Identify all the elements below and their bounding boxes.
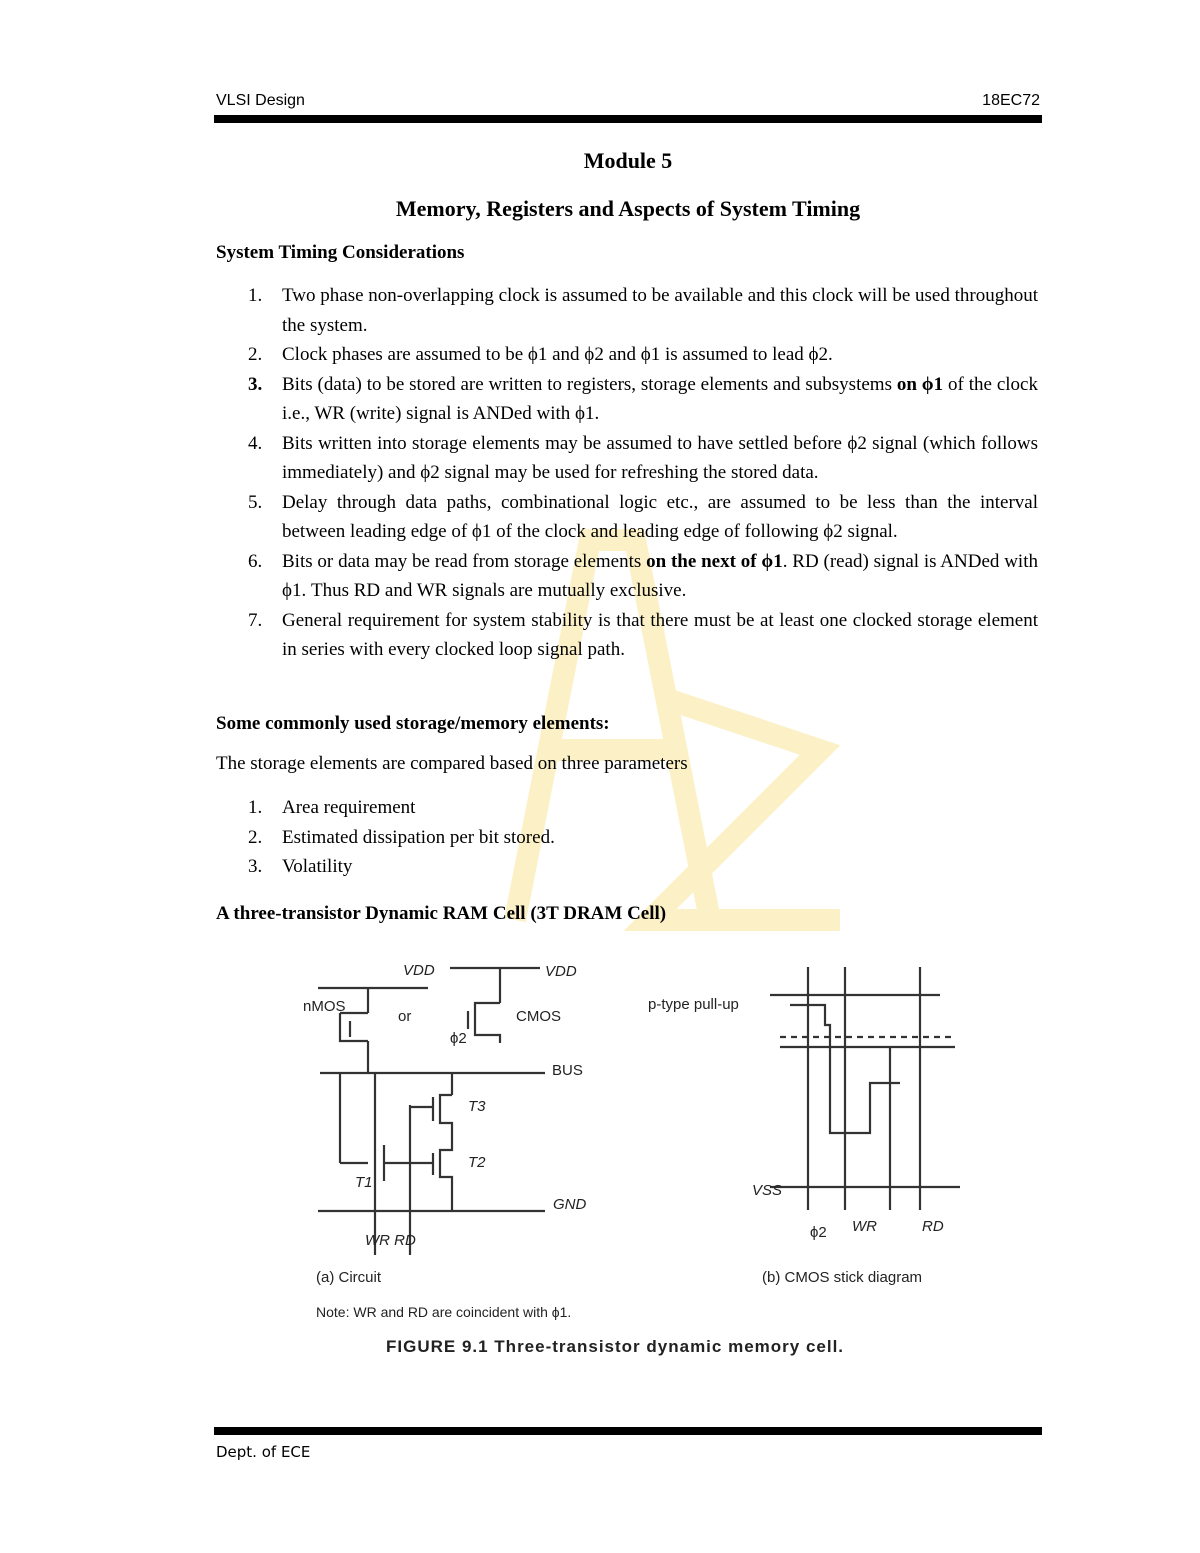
vss-label: VSS (752, 1182, 783, 1199)
ptype-label: p-type pull-up (648, 996, 739, 1013)
dram-cell-figure (300, 955, 960, 1365)
phi2-stick-label: ϕ2 (810, 1224, 827, 1241)
module-subtitle: Memory, Registers and Aspects of System Timing (395, 196, 861, 221)
wr-rd-label: WR RD (365, 1232, 416, 1249)
list-item: 6. Bits or data may be read from storage elements on the next of ϕ1. RD (read) signal is ANDed with ϕ1. Thus RD and WR signals are mutually exclusive. (248, 550, 1038, 601)
timing-list (216, 281, 1038, 665)
gnd-label: GND (553, 1196, 587, 1213)
section-heading-timing: System Timing Considerations (216, 242, 465, 263)
list-item: 7. General requirement for system stability is that there must be at least one clocked storage element in series with every clocked loop signal path. (248, 609, 1038, 660)
footer-dept: Dept. of ECE (216, 1443, 311, 1461)
storage-list (216, 793, 1038, 882)
list-item: 3. Bits (data) to be stored are written to registers, storage elements and subsystems on ϕ1 of the clock i.e., WR (write) signal is ANDed with ϕ1. (248, 373, 1038, 424)
header-course: VLSI Design (216, 92, 305, 109)
nmos-label: nMOS (303, 998, 346, 1015)
list-item: 3. Volatility (248, 856, 353, 877)
section-heading-dram: A three-transistor Dynamic RAM Cell (3T DRAM Cell) (216, 903, 667, 924)
phi2bar-label: ϕ2 (450, 1030, 467, 1047)
caption-a: (a) Circuit (316, 1269, 382, 1286)
figure-note: Note: WR and RD are coincident with ϕ1. (316, 1304, 572, 1320)
list-item: 2. Estimated dissipation per bit stored. (248, 826, 555, 848)
list-item: 2. Clock phases are assumed to be ϕ1 and ϕ2 and ϕ1 is assumed to lead ϕ2. (248, 344, 833, 365)
wr-stick-label: WR (852, 1218, 877, 1235)
vdd-label: VDD (403, 962, 435, 979)
storage-intro: The storage elements are compared based on three parameters (216, 753, 688, 774)
header-code: 18EC72 (982, 92, 1040, 109)
bus-label: BUS (552, 1062, 583, 1079)
list-item: 1. Two phase non-overlapping clock is assumed to be available and this clock will be used throughout the system. (248, 285, 1038, 336)
list-item: 1. Area requirement (248, 797, 416, 818)
rd-stick-label: RD (922, 1218, 944, 1235)
footer-rule (214, 1427, 1042, 1435)
vdd-label-right: VDD (545, 963, 577, 980)
section-heading-storage: Some commonly used storage/memory elements: (216, 713, 610, 734)
or-label: or (398, 1008, 412, 1025)
t1-label: T1 (355, 1174, 373, 1191)
figure-caption: FIGURE 9.1 Three-transistor dynamic memory cell. (386, 1337, 845, 1356)
list-item: 5. Delay through data paths, combinational logic etc., are assumed to be less than the interval between leading edge of ϕ1 of the clock and leading edge of following ϕ2 signal. (248, 491, 1038, 542)
header-rule (214, 115, 1042, 123)
t3-label: T3 (468, 1098, 486, 1115)
list-item: 4. Bits written into storage elements may be assumed to have settled before ϕ2 signal (which follows immediately) and ϕ2 signal may be used for refreshing the stored data. (248, 432, 1038, 483)
module-title: Module 5 (583, 148, 673, 173)
cmos-label: CMOS (516, 1008, 561, 1025)
t2-label: T2 (468, 1154, 486, 1171)
caption-b: (b) CMOS stick diagram (762, 1269, 923, 1286)
